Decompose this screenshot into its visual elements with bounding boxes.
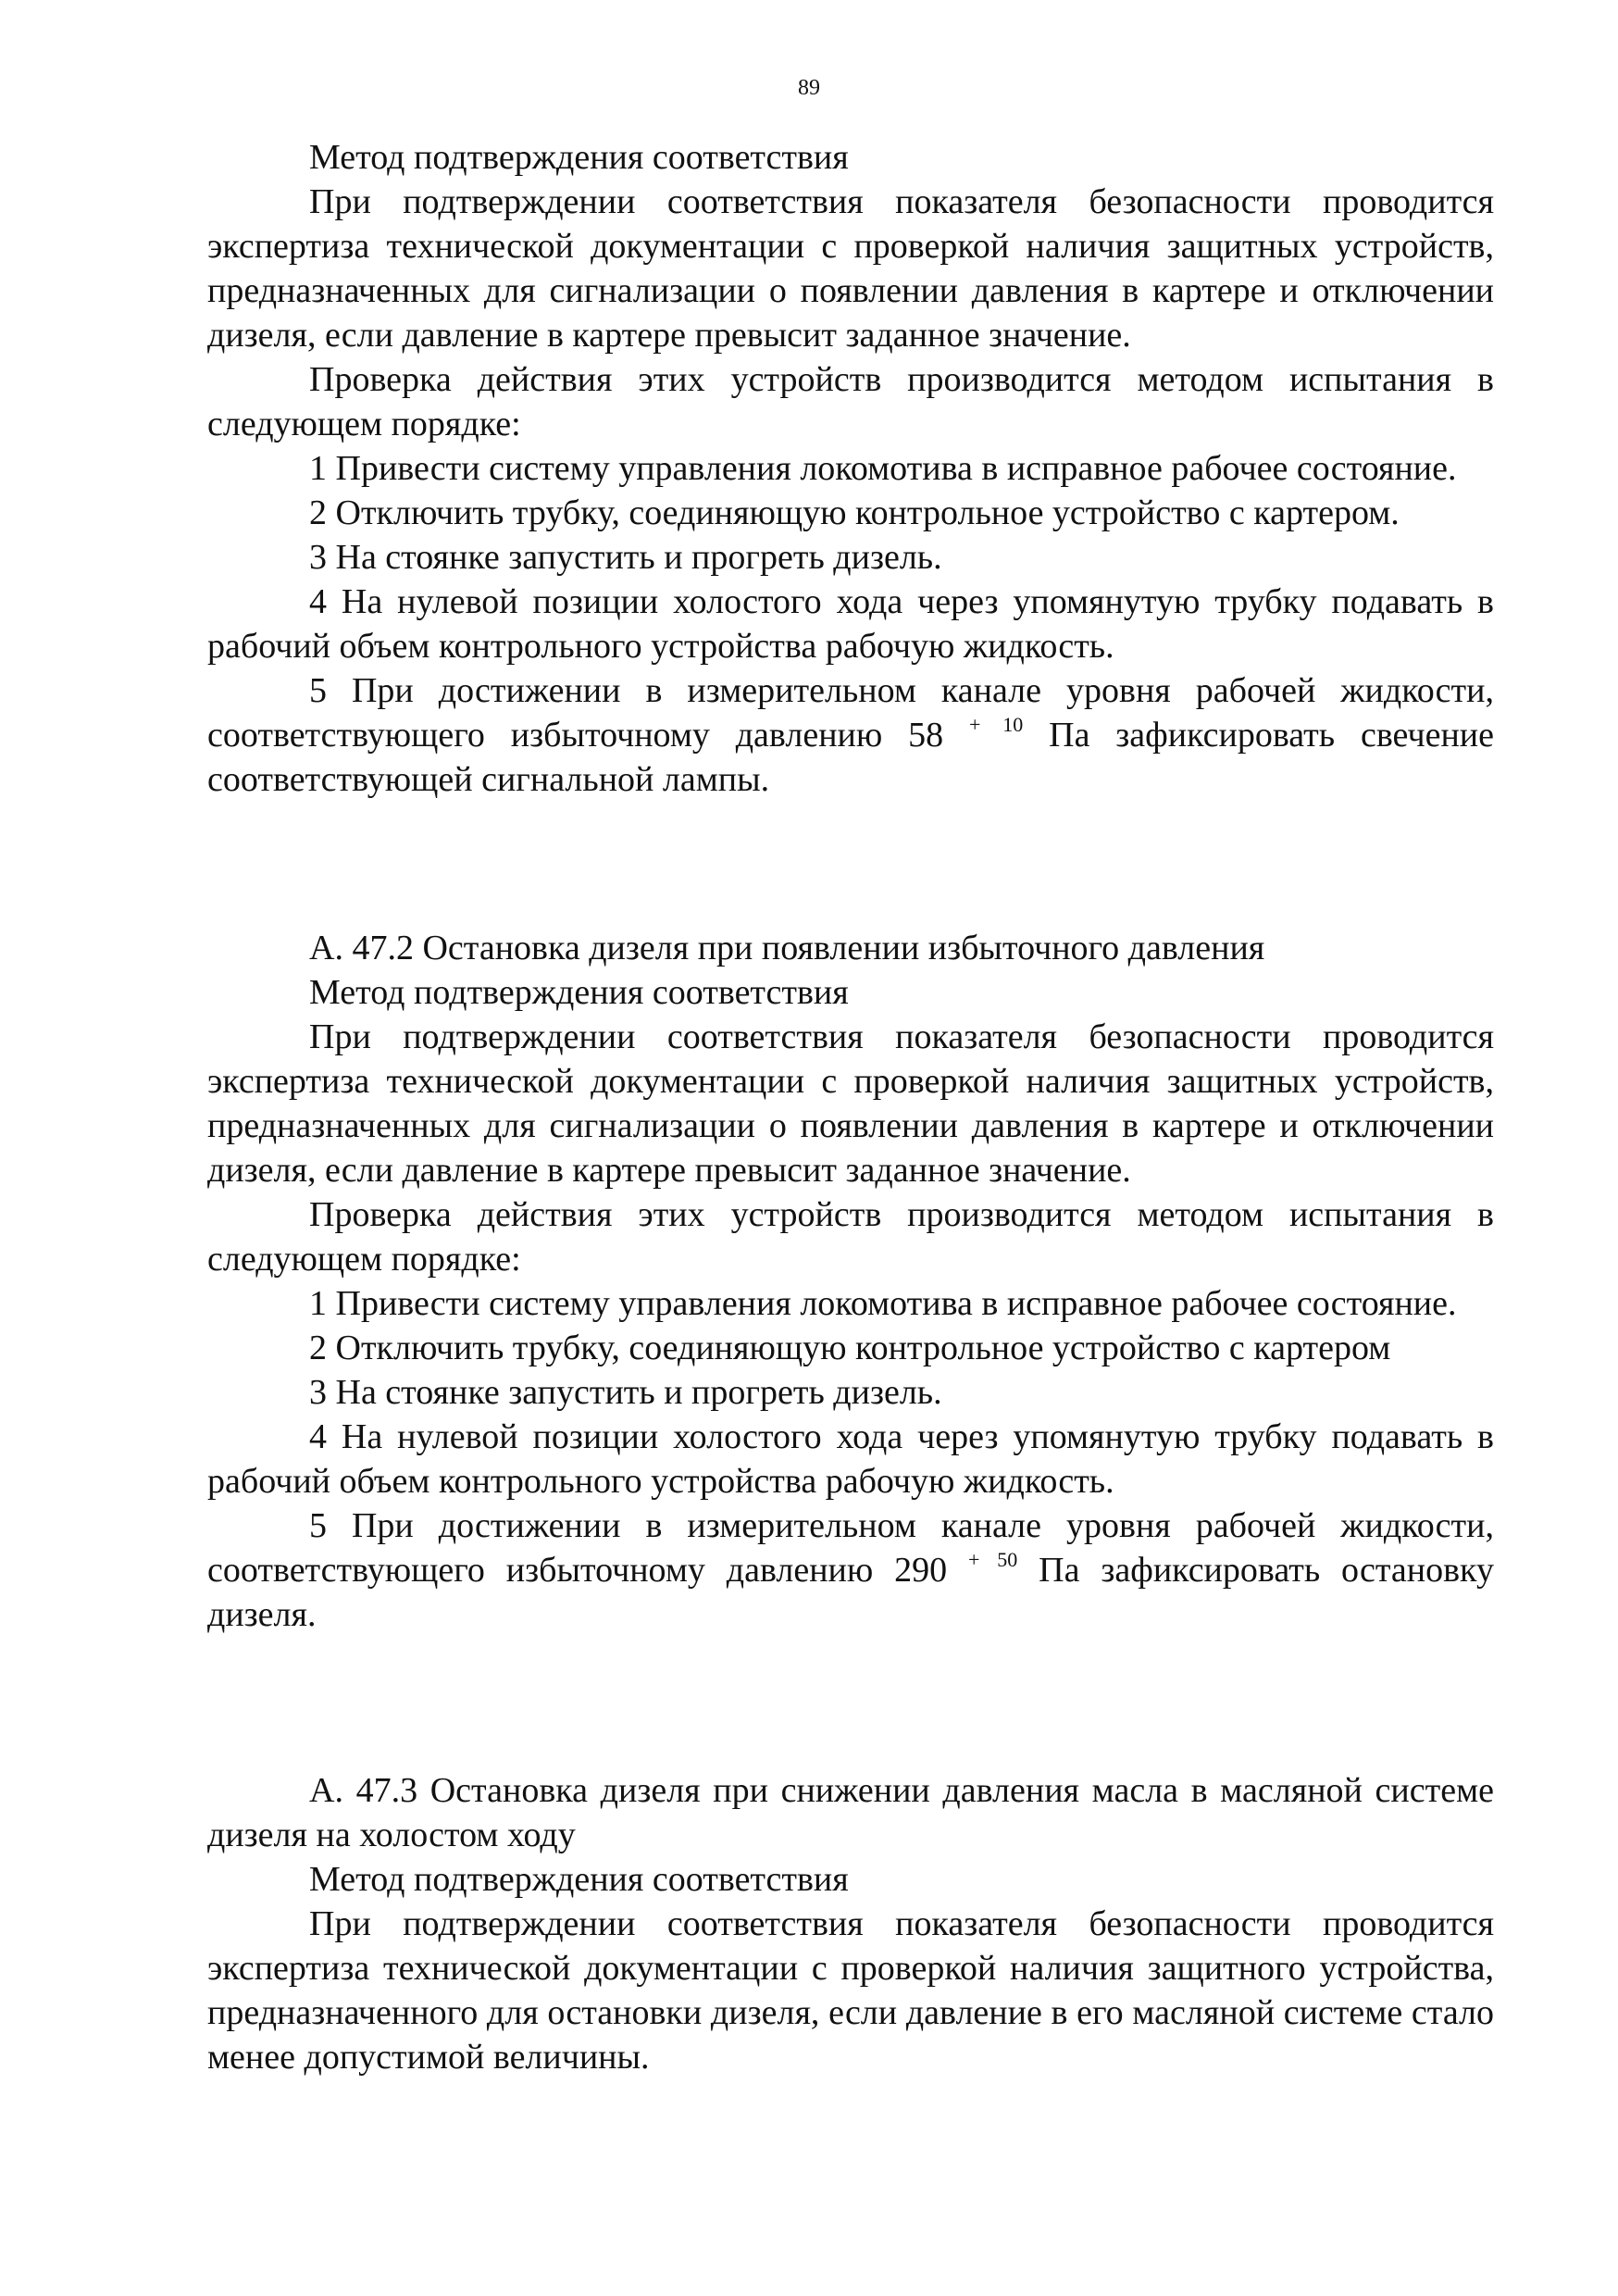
section-a-47-2	[207, 926, 1494, 1637]
intro-paragraph: При подтверждении соответствия показателя безопасности проводится экспертиза технической документации с проверкой наличия защитных устройств, предназначенных для сигнализации о появлении давления в картере и отключении дизеля, если давление в картере превысит заданное значение.	[207, 182, 1494, 355]
section-heading: А. 47.2 Остановка дизеля при появлении избыточного давления	[309, 929, 1265, 967]
intro-paragraph: При подтверждении соответствия показателя безопасности проводится экспертиза технической документации с проверкой наличия защитного устройства, предназначенного для остановки дизеля, если давление в его масляной системе стало менее допустимой величины.	[207, 1904, 1494, 2077]
step-item: 4 На нулевой позиции холостого хода через упомянутую трубку подавать в рабочий объем контрольного устройства рабочую жидкость.	[207, 582, 1494, 666]
section-heading: А. 47.3 Остановка дизеля при снижении давления масла в масляной системе дизеля на холостом ходу	[207, 1771, 1494, 1854]
step-item: 2 Отключить трубку, соединяющую контрольное устройство с картером.	[309, 493, 1400, 532]
method-title: Метод подтверждения соответствия	[309, 1860, 849, 1899]
check-intro-paragraph: Проверка действия этих устройств производится методом испытания в следующем порядке:	[207, 360, 1494, 443]
step-item: 4 На нулевой позиции холостого хода через упомянутую трубку подавать в рабочий объем контрольного устройства рабочую жидкость.	[207, 1417, 1494, 1501]
page-number: 89	[798, 76, 820, 100]
method-title: Метод подтверждения соответствия	[309, 973, 849, 1012]
check-intro-paragraph: Проверка действия этих устройств производится методом испытания в следующем порядке:	[207, 1195, 1494, 1279]
intro-paragraph: При подтверждении соответствия показателя безопасности проводится экспертиза технической документации с проверкой наличия защитных устройств, предназначенных для сигнализации о появлении давления в картере и отключении дизеля, если давление в картере превысит заданное значение.	[207, 1017, 1494, 1190]
step-item: 3 На стоянке запустить и прогреть дизель.	[309, 538, 942, 577]
step-item-5	[207, 668, 1494, 802]
tolerance-superscript: + 10	[968, 713, 1024, 736]
step-item: 1 Привести систему управления локомотива в исправное рабочее состояние.	[309, 449, 1457, 488]
step5-text-after: Па зафиксировать остановку дизеля.	[207, 1551, 1494, 1634]
step5-text-before: 5 При достижении в измерительном канале уровня рабочей жидкости, соответствующего избыточному давлению 58	[207, 671, 1494, 755]
step-item-5	[207, 1504, 1494, 1637]
section-a-47-3	[207, 1768, 1494, 2079]
step5-text-after: Па зафиксировать свечение соответствующей сигнальной лампы.	[207, 716, 1494, 799]
tolerance-superscript: + 50	[968, 1548, 1018, 1571]
step-item: 3 На стоянке запустить и прогреть дизель.	[309, 1373, 942, 1412]
step-item: 2 Отключить трубку, соединяющую контрольное устройство с картером	[309, 1329, 1391, 1367]
method-title: Метод подтверждения соответствия	[309, 138, 849, 177]
step-item: 1 Привести систему управления локомотива в исправное рабочее состояние.	[309, 1284, 1457, 1323]
step5-text-before: 5 При достижении в измерительном канале уровня рабочей жидкости, соответствующего избыточному давлению 290	[207, 1506, 1494, 1590]
section-crankcase-signal	[207, 135, 1494, 802]
